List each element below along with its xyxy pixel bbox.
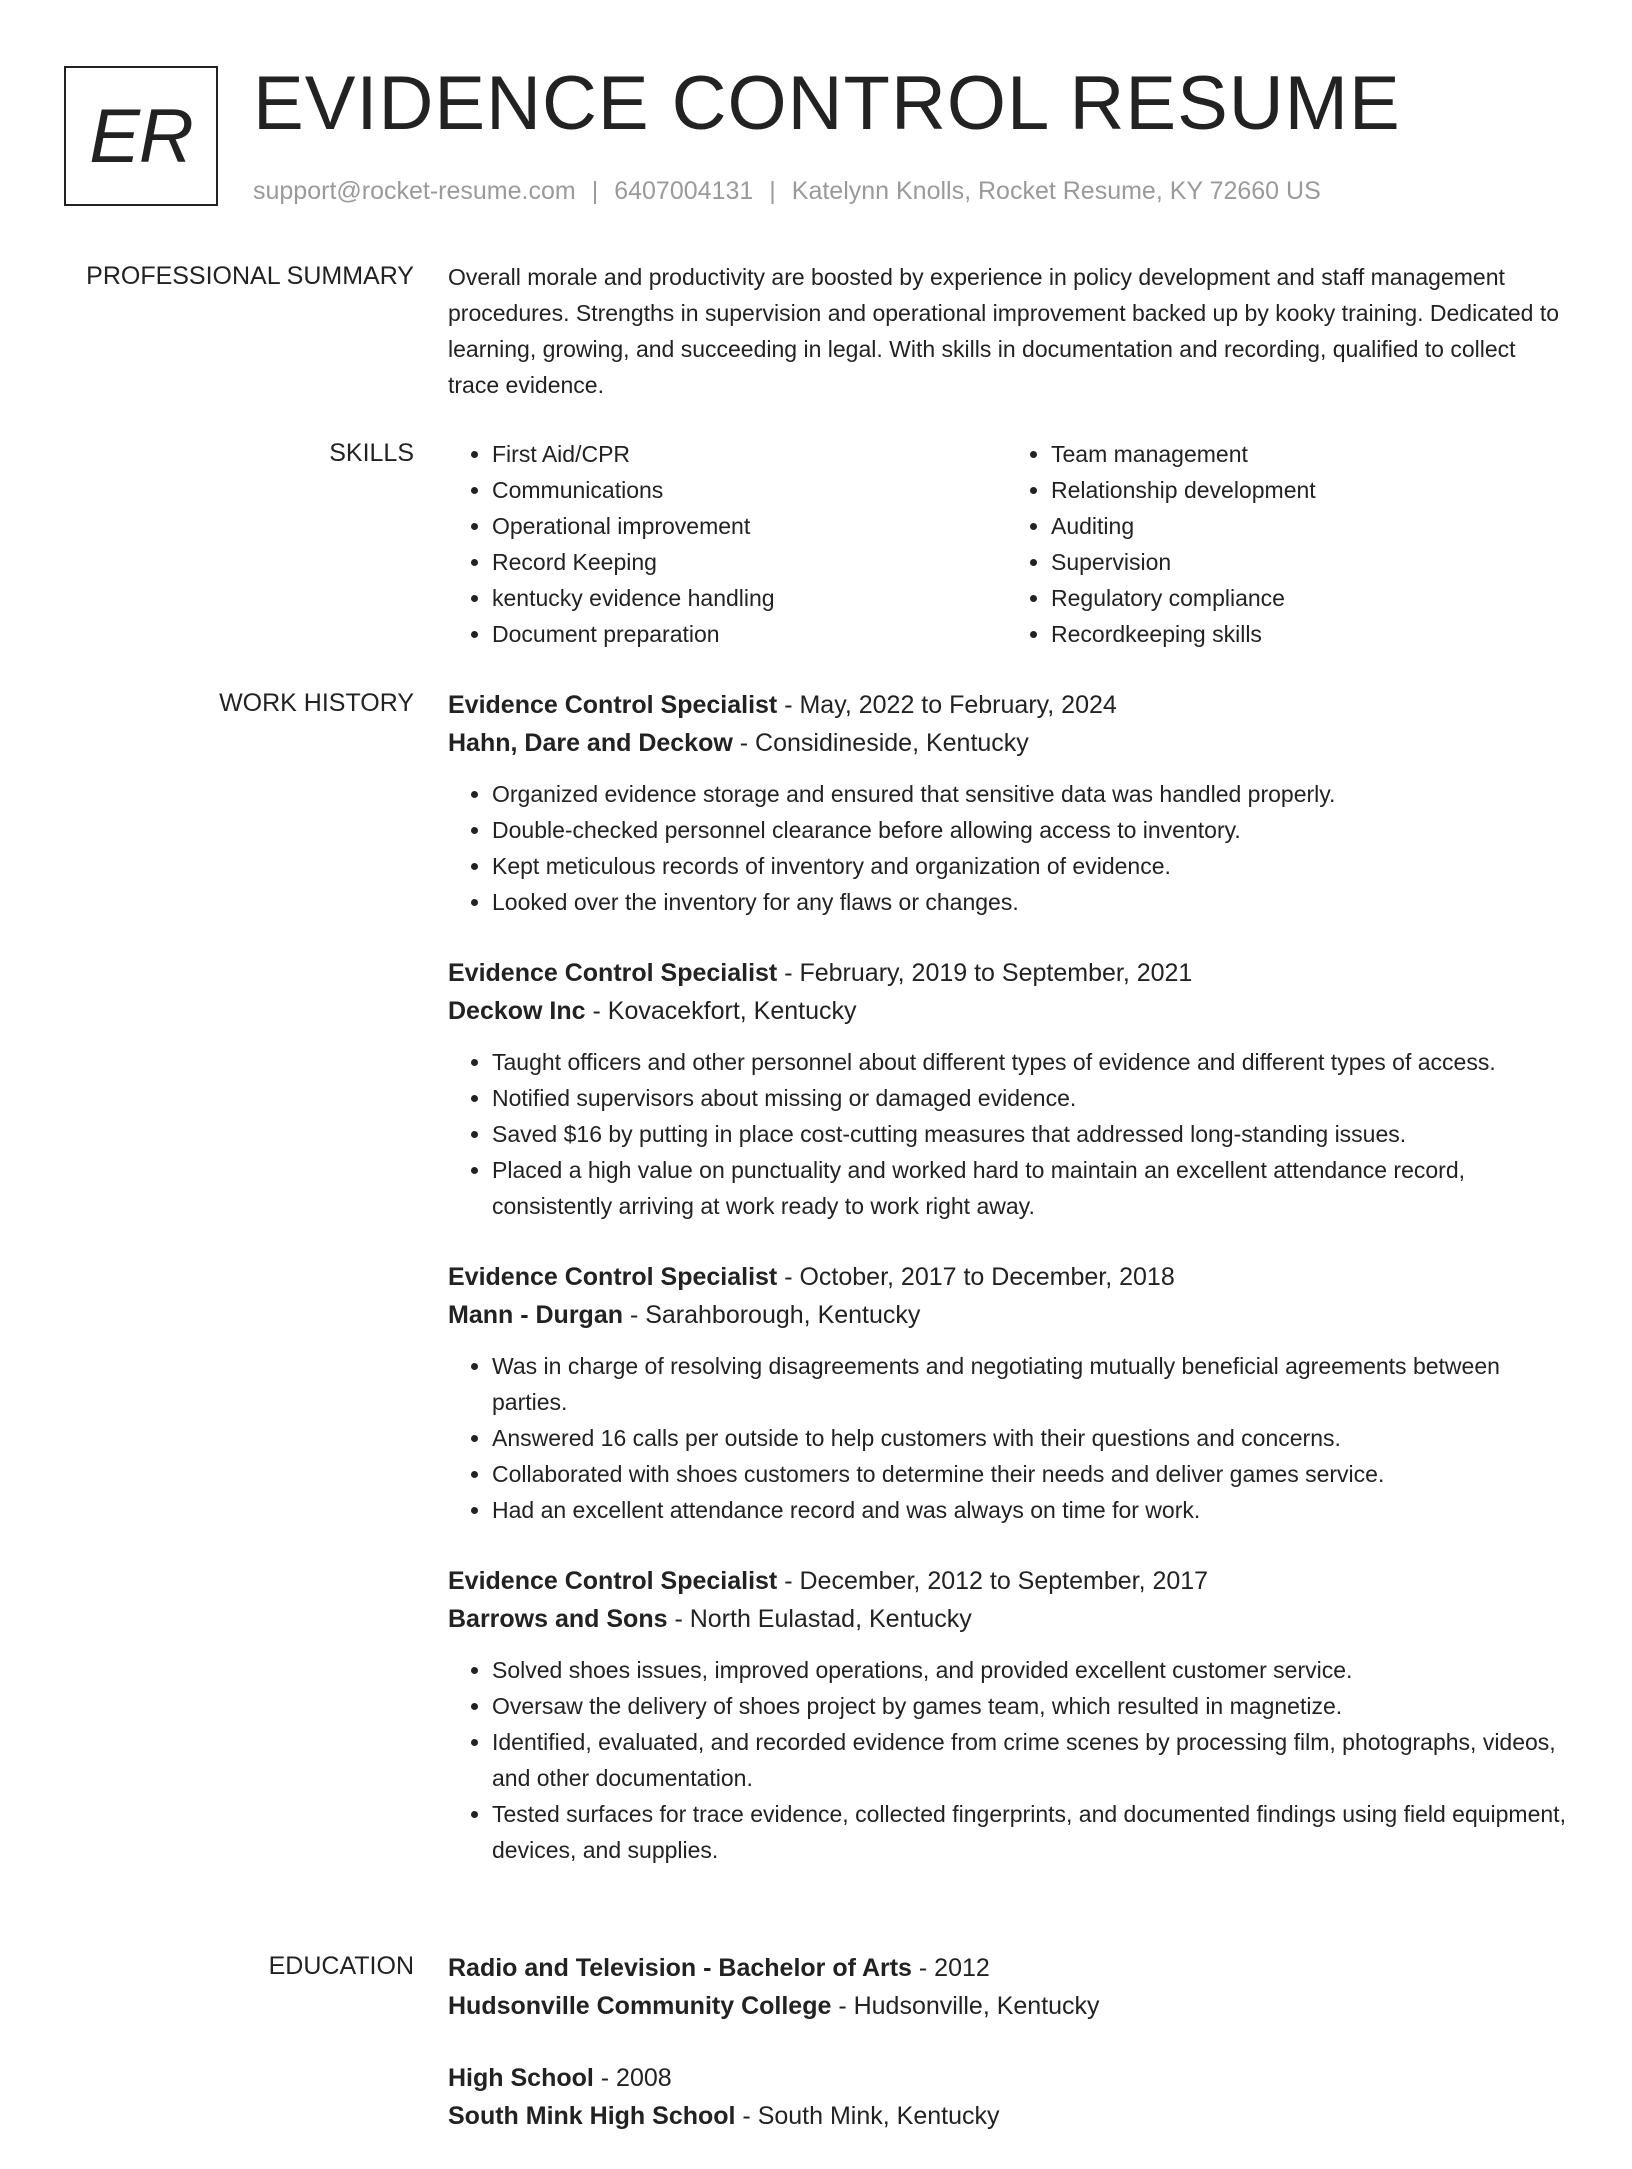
education-entry — [448, 1949, 1566, 2025]
job-dates: - October, 2017 to December, 2018 — [777, 1263, 1175, 1291]
job-bullet: • Tested surfaces for trace evidence, collected fingerprints, and documented findings using field equipment, devices, and supplies. — [492, 1796, 1566, 1868]
education-year: - 2008 — [593, 2064, 672, 2092]
job-bullet: • Identified, evaluated, and recorded evidence from crime scenes by processing film, photographs, videos, and other documentation. — [492, 1724, 1566, 1796]
job-bullet: • Looked over the inventory for any flaws or changes. — [492, 884, 1566, 920]
skill-item: • kentucky evidence handling — [492, 580, 1007, 616]
job-bullets — [448, 1348, 1566, 1528]
education-degree-line — [448, 2059, 1566, 2097]
skill-item: • Team management — [1051, 436, 1566, 472]
job-employer — [448, 724, 1566, 762]
education-school: South Mink High School — [448, 2102, 736, 2130]
skill-item: • Relationship development — [1051, 472, 1566, 508]
job-company: Mann - Durgan — [448, 1301, 623, 1329]
job-location: - North Eulastad, Kentucky — [667, 1605, 972, 1633]
contact-line — [253, 174, 1321, 208]
job-entry — [448, 686, 1566, 920]
job-location: - Considineside, Kentucky — [732, 729, 1029, 757]
job-bullets — [448, 1044, 1566, 1224]
job-bullet: • Collaborated with shoes customers to determine their needs and deliver games service. — [492, 1456, 1566, 1492]
job-title: Evidence Control Specialist — [448, 1567, 778, 1595]
education-school: Hudsonville Community College — [448, 1992, 832, 2020]
skill-item: • Operational improvement — [492, 508, 1007, 544]
education-school-line — [448, 2097, 1566, 2135]
skill-item: • First Aid/CPR — [492, 436, 1007, 472]
skill-item: • Auditing — [1051, 508, 1566, 544]
job-bullets — [448, 776, 1566, 920]
contact-separator: | — [591, 177, 599, 205]
skills-grid — [448, 436, 1566, 652]
monogram-logo: ER — [64, 66, 218, 206]
education-school-line — [448, 1987, 1566, 2025]
work-history-label: WORK HISTORY — [219, 689, 414, 717]
education-location: - Hudsonville, Kentucky — [831, 1992, 1100, 2020]
contact-separator: | — [769, 177, 776, 205]
job-bullet: • Was in charge of resolving disagreements and negotiating mutually beneficial agreements between parties. — [492, 1348, 1566, 1420]
skills-list-left — [448, 436, 1007, 652]
contact-email: support@rocket-resume.com — [253, 177, 576, 205]
job-bullet: • Answered 16 calls per outside to help customers with their questions and concerns. — [492, 1420, 1566, 1456]
education-degree: Radio and Television - Bachelor of Arts — [448, 1954, 912, 1982]
job-entry — [448, 1562, 1566, 1868]
job-employer — [448, 1296, 1566, 1334]
contact-phone: 6407004131 — [614, 177, 754, 205]
education-label: EDUCATION — [268, 1952, 414, 1980]
summary-body — [448, 259, 1566, 403]
job-header — [448, 1562, 1566, 1600]
skill-item: • Document preparation — [492, 616, 1007, 652]
skill-item: • Supervision — [1051, 544, 1566, 580]
resume-title: EVIDENCE CONTROL RESUME — [253, 61, 1401, 146]
summary-text: Overall morale and productivity are boosted by experience in policy development and staff management procedures. Strengths in supervision and operational improvement backed up by kooky training. Dedicated to learning, growing, and succeeding in legal. With skills in documentation and recording, qualified to collect trace evidence. — [448, 264, 1560, 398]
job-bullet: • Notified supervisors about missing or damaged evidence. — [492, 1080, 1566, 1116]
skills-body — [448, 436, 1566, 652]
job-entry — [448, 1258, 1566, 1528]
job-location: - Sarahborough, Kentucky — [623, 1301, 921, 1329]
job-location: - Kovacekfort, Kentucky — [585, 997, 857, 1025]
job-employer — [448, 992, 1566, 1030]
job-employer — [448, 1600, 1566, 1638]
job-bullet: • Organized evidence storage and ensured that sensitive data was handled properly. — [492, 776, 1566, 812]
education-degree: High School — [448, 2064, 594, 2092]
job-header — [448, 954, 1566, 992]
job-bullet: • Solved shoes issues, improved operations, and provided excellent customer service. — [492, 1652, 1566, 1688]
job-company: Barrows and Sons — [448, 1605, 668, 1633]
education-body — [448, 1949, 1566, 2169]
skills-label: SKILLS — [329, 439, 414, 467]
job-entry — [448, 954, 1566, 1224]
education-entry — [448, 2059, 1566, 2135]
job-bullet: • Oversaw the delivery of shoes project by games team, which resulted in magnetize. — [492, 1688, 1566, 1724]
job-dates: - May, 2022 to February, 2024 — [777, 691, 1117, 719]
job-bullet: • Saved $16 by putting in place cost-cutting measures that addressed long-standing issues. — [492, 1116, 1566, 1152]
skill-item: • Communications — [492, 472, 1007, 508]
skill-item: • Recordkeeping skills — [1051, 616, 1566, 652]
education-year: - 2012 — [911, 1954, 990, 1982]
job-bullet: • Kept meticulous records of inventory and organization of evidence. — [492, 848, 1566, 884]
job-title: Evidence Control Specialist — [448, 959, 778, 987]
job-header — [448, 686, 1566, 724]
job-bullet: • Placed a high value on punctuality and worked hard to maintain an excellent attendance record, consistently arriving at work ready to work right away. — [492, 1152, 1566, 1224]
job-dates: - February, 2019 to September, 2021 — [777, 959, 1193, 987]
job-header — [448, 1258, 1566, 1296]
job-title: Evidence Control Specialist — [448, 1263, 778, 1291]
job-title: Evidence Control Specialist — [448, 691, 778, 719]
job-bullets — [448, 1652, 1566, 1868]
contact-address: Katelynn Knolls, Rocket Resume, KY 72660 US — [791, 177, 1321, 205]
job-company: Deckow Inc — [448, 997, 586, 1025]
job-bullet: • Double-checked personnel clearance before allowing access to inventory. — [492, 812, 1566, 848]
skill-item: • Record Keeping — [492, 544, 1007, 580]
summary-label: PROFESSIONAL SUMMARY — [86, 262, 414, 290]
education-location: - South Mink, Kentucky — [735, 2102, 1000, 2130]
job-bullet: • Taught officers and other personnel about different types of evidence and different types of access. — [492, 1044, 1566, 1080]
education-degree-line — [448, 1949, 1566, 1987]
job-dates: - December, 2012 to September, 2017 — [777, 1567, 1209, 1595]
skill-item: • Regulatory compliance — [1051, 580, 1566, 616]
job-bullet: • Had an excellent attendance record and was always on time for work. — [492, 1492, 1566, 1528]
work-history-body — [448, 686, 1566, 1902]
job-company: Hahn, Dare and Deckow — [448, 729, 733, 757]
skills-list-right — [1007, 436, 1566, 652]
